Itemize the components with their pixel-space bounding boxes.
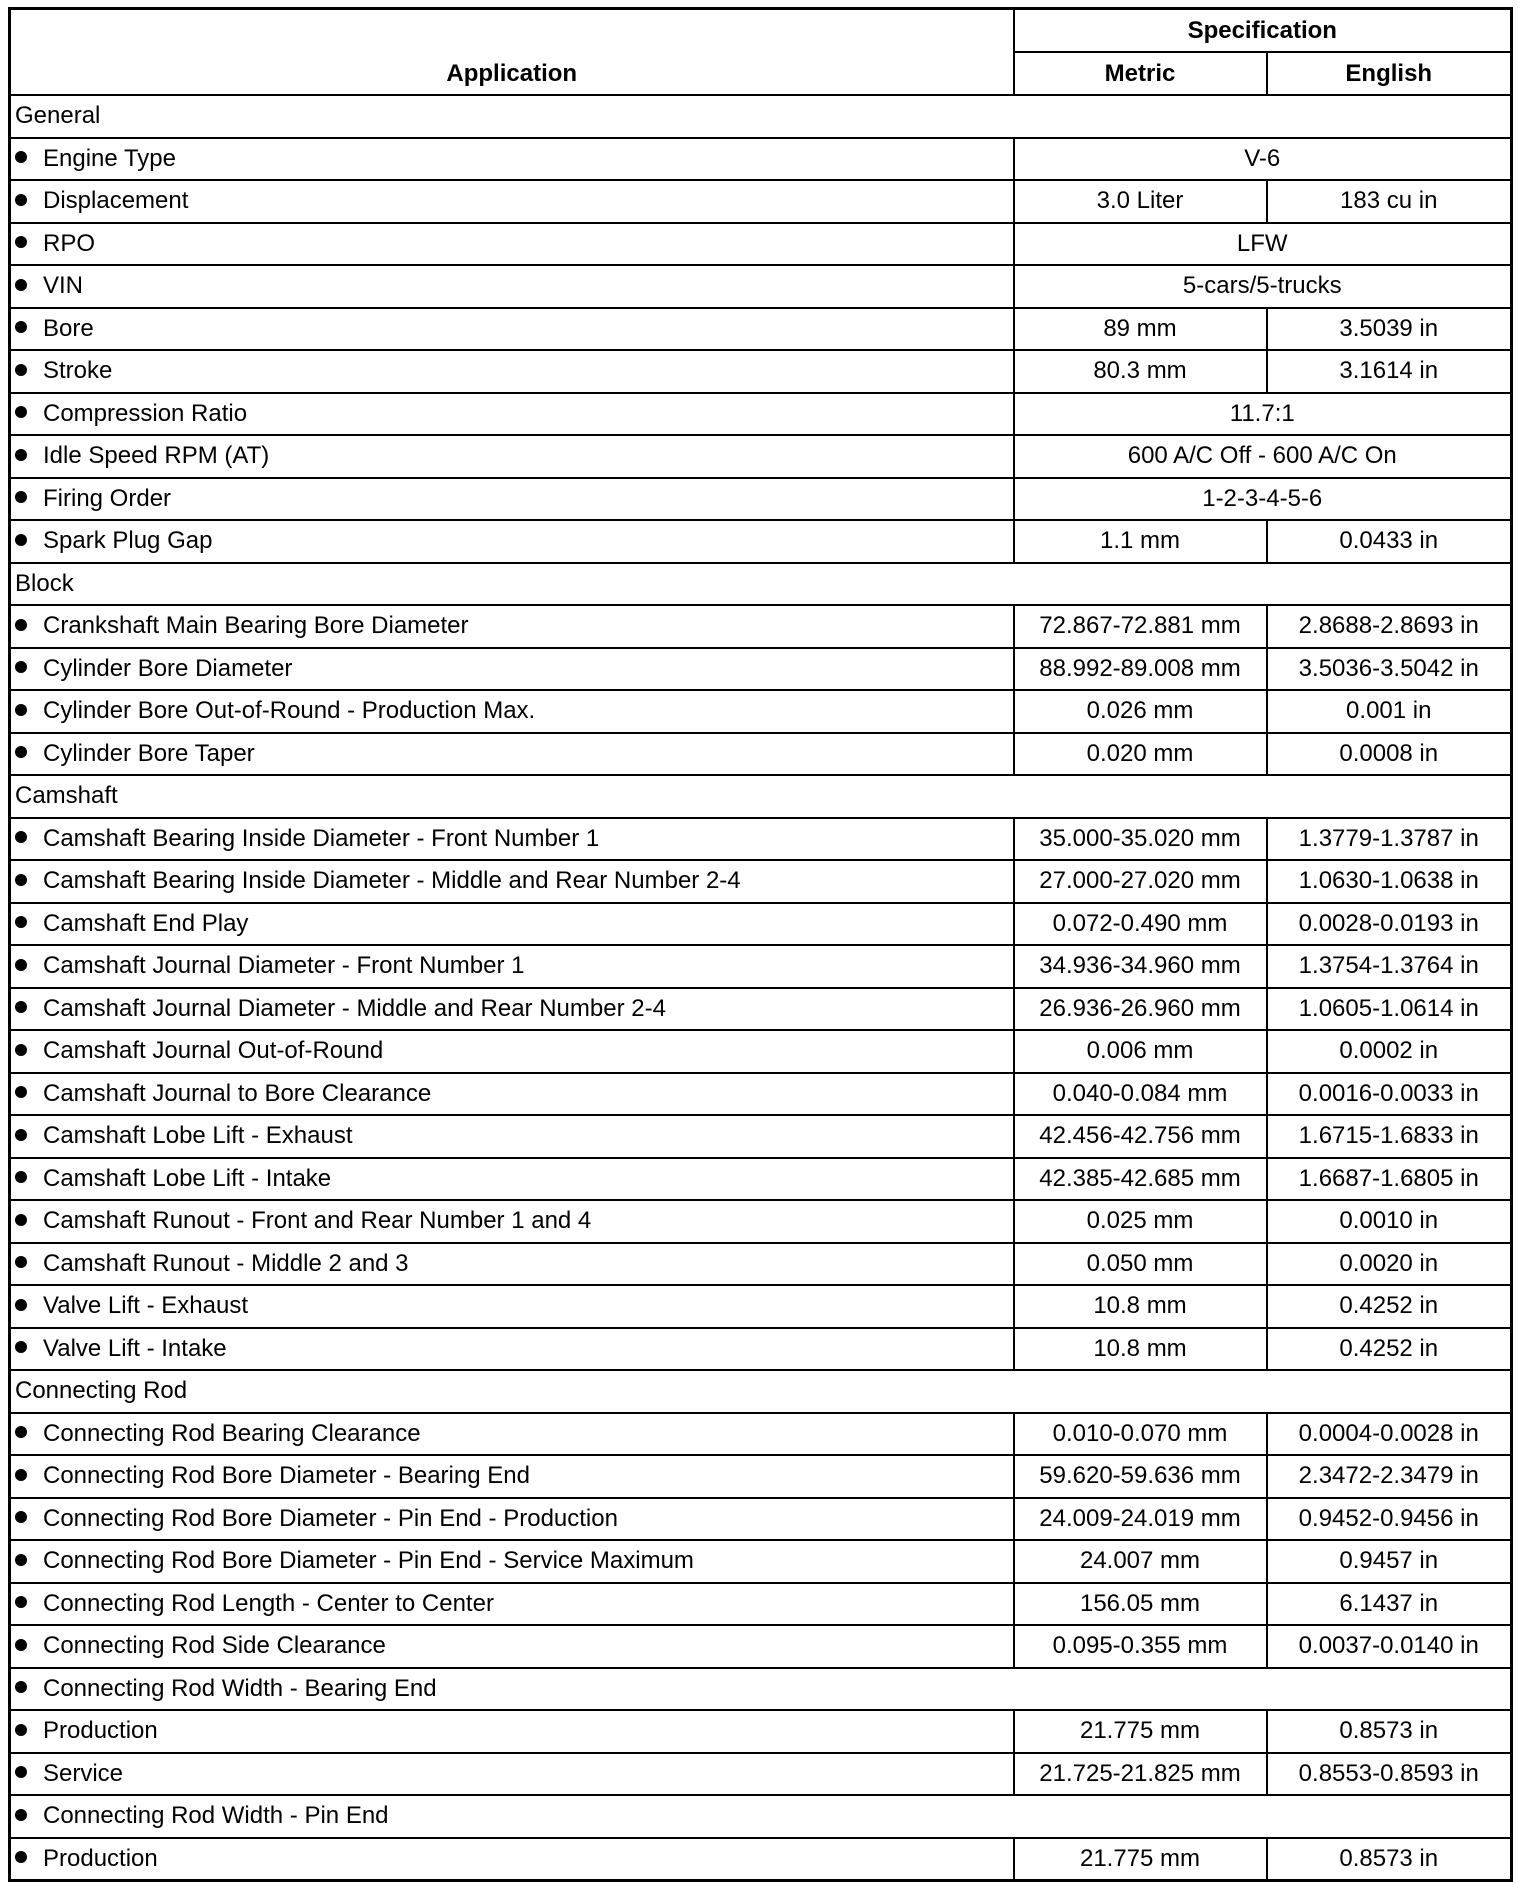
metric-value: 21.775 mm [1014, 1838, 1267, 1881]
application-label: Connecting Rod Length - Center to Center [43, 1589, 494, 1617]
application-cell [10, 520, 1014, 563]
bullet-icon [15, 1171, 27, 1183]
application-cell [10, 180, 1014, 223]
application-label: Camshaft Bearing Inside Diameter - Front Number 1 [43, 824, 600, 852]
application-label: Valve Lift - Intake [43, 1334, 227, 1362]
english-value: 0.9457 in [1267, 1540, 1512, 1583]
application-cell [10, 138, 1014, 181]
application-label: Camshaft Bearing Inside Diameter - Middle and Rear Number 2-4 [43, 867, 741, 895]
table-row [10, 818, 1512, 861]
bullet-icon [15, 1724, 27, 1736]
application-label: Camshaft Journal Out-of-Round [43, 1037, 384, 1065]
english-value: 0.8573 in [1267, 1838, 1512, 1881]
bullet-icon [15, 1766, 27, 1778]
metric-value: 10.8 mm [1014, 1285, 1267, 1328]
section-title: General [10, 95, 1512, 138]
application-label: VIN [43, 272, 84, 300]
bullet-icon [15, 1469, 27, 1481]
metric-value: 156.05 mm [1014, 1583, 1267, 1626]
application-cell [10, 1838, 1014, 1881]
application-label: Valve Lift - Exhaust [43, 1292, 248, 1320]
application-cell [10, 1073, 1014, 1116]
engine-spec-table [8, 7, 1513, 1882]
metric-value: 72.867-72.881 mm [1014, 605, 1267, 648]
table-row [10, 1285, 1512, 1328]
application-cell [10, 1583, 1014, 1626]
english-value: 0.4252 in [1267, 1285, 1512, 1328]
metric-value: 80.3 mm [1014, 350, 1267, 393]
english-value: 0.9452-0.9456 in [1267, 1498, 1512, 1541]
bullet-icon [15, 534, 27, 546]
metric-value: 1.1 mm [1014, 520, 1267, 563]
header-english: English [1267, 52, 1512, 95]
table-row [10, 478, 1512, 521]
application-label: Camshaft Runout - Middle 2 and 3 [43, 1249, 409, 1277]
english-value: 3.5039 in [1267, 308, 1512, 351]
metric-value: 89 mm [1014, 308, 1267, 351]
application-cell [10, 1795, 1512, 1838]
table-row [10, 988, 1512, 1031]
application-label: Connecting Rod Side Clearance [43, 1632, 386, 1660]
application-label: Cylinder Bore Taper [43, 739, 255, 767]
application-label: Connecting Rod Width - Bearing End [43, 1674, 437, 1702]
metric-value: 0.040-0.084 mm [1014, 1073, 1267, 1116]
bullet-icon [15, 704, 27, 716]
table-row [10, 1625, 1512, 1668]
table-row [10, 945, 1512, 988]
application-cell [10, 605, 1014, 648]
table-row [10, 1540, 1512, 1583]
section-title: Camshaft [10, 775, 1512, 818]
table-row [10, 860, 1512, 903]
english-value: 1.0630-1.0638 in [1267, 860, 1512, 903]
section-row [10, 775, 1512, 818]
bullet-icon [15, 1129, 27, 1141]
application-label: Camshaft Lobe Lift - Intake [43, 1164, 332, 1192]
application-label: RPO [43, 229, 96, 257]
table-row [10, 1583, 1512, 1626]
application-label: Connecting Rod Bore Diameter - Pin End - Service Maximum [43, 1547, 694, 1575]
application-cell [10, 1328, 1014, 1371]
bullet-icon [15, 194, 27, 206]
header-metric: Metric [1014, 52, 1267, 95]
header-application: Application [10, 9, 1014, 96]
table-row [10, 435, 1512, 478]
english-value: 3.5036-3.5042 in [1267, 648, 1512, 691]
application-cell [10, 1115, 1014, 1158]
bullet-icon [15, 406, 27, 418]
application-label: Connecting Rod Bearing Clearance [43, 1419, 421, 1447]
english-value: 3.1614 in [1267, 350, 1512, 393]
bullet-icon [15, 1299, 27, 1311]
spec-value-merged: 5-cars/5-trucks [1014, 265, 1512, 308]
metric-value: 26.936-26.960 mm [1014, 988, 1267, 1031]
english-value: 0.001 in [1267, 690, 1512, 733]
english-value: 0.8573 in [1267, 1710, 1512, 1753]
application-cell [10, 435, 1014, 478]
spec-table-wrapper [8, 7, 1513, 1882]
bullet-icon [15, 619, 27, 631]
english-value: 1.6715-1.6833 in [1267, 1115, 1512, 1158]
bullet-icon [15, 1086, 27, 1098]
application-cell [10, 393, 1014, 436]
application-cell [10, 903, 1014, 946]
application-cell [10, 1455, 1014, 1498]
application-cell [10, 308, 1014, 351]
metric-value: 42.385-42.685 mm [1014, 1158, 1267, 1201]
table-row [10, 733, 1512, 776]
bullet-icon [15, 491, 27, 503]
application-label: Spark Plug Gap [43, 527, 213, 555]
english-value: 2.3472-2.3479 in [1267, 1455, 1512, 1498]
application-label: Camshaft Journal to Bore Clearance [43, 1079, 432, 1107]
section-title: Connecting Rod [10, 1370, 1512, 1413]
application-cell [10, 1158, 1014, 1201]
bullet-icon [15, 1426, 27, 1438]
application-label: Engine Type [43, 144, 176, 172]
metric-value: 27.000-27.020 mm [1014, 860, 1267, 903]
spec-value-merged: 1-2-3-4-5-6 [1014, 478, 1512, 521]
table-row [10, 1030, 1512, 1073]
application-cell [10, 1285, 1014, 1328]
english-value: 0.8553-0.8593 in [1267, 1753, 1512, 1796]
bullet-icon [15, 746, 27, 758]
table-row [10, 1710, 1512, 1753]
bullet-icon [15, 959, 27, 971]
application-label: Camshaft Runout - Front and Rear Number 1 and 4 [43, 1207, 592, 1235]
application-cell [10, 860, 1014, 903]
table-row [10, 1795, 1512, 1838]
bullet-icon [15, 661, 27, 673]
application-cell [10, 1413, 1014, 1456]
application-label: Compression Ratio [43, 399, 248, 427]
table-row [10, 690, 1512, 733]
application-label: Idle Speed RPM (AT) [43, 442, 270, 470]
application-cell [10, 690, 1014, 733]
metric-value: 10.8 mm [1014, 1328, 1267, 1371]
application-label: Camshaft Lobe Lift - Exhaust [43, 1122, 353, 1150]
table-row [10, 223, 1512, 266]
table-row [10, 1073, 1512, 1116]
english-value: 6.1437 in [1267, 1583, 1512, 1626]
bullet-icon [15, 916, 27, 928]
application-label: Cylinder Bore Out-of-Round - Production Max. [43, 697, 536, 725]
bullet-icon [15, 236, 27, 248]
header-specification: Specification [1014, 9, 1512, 53]
bullet-icon [15, 1809, 27, 1821]
application-cell [10, 1625, 1014, 1668]
application-cell [10, 988, 1014, 1031]
application-label: Camshaft Journal Diameter - Front Number 1 [43, 952, 525, 980]
application-label: Camshaft End Play [43, 909, 249, 937]
metric-value: 24.007 mm [1014, 1540, 1267, 1583]
table-row [10, 393, 1512, 436]
application-cell [10, 1498, 1014, 1541]
table-row [10, 1328, 1512, 1371]
metric-value: 24.009-24.019 mm [1014, 1498, 1267, 1541]
bullet-icon [15, 321, 27, 333]
application-cell [10, 265, 1014, 308]
bullet-icon [15, 151, 27, 163]
metric-value: 0.006 mm [1014, 1030, 1267, 1073]
application-cell [10, 1200, 1014, 1243]
bullet-icon [15, 1681, 27, 1693]
english-value: 0.0037-0.0140 in [1267, 1625, 1512, 1668]
application-label: Production [43, 1844, 158, 1872]
table-row [10, 1668, 1512, 1711]
table-row [10, 1753, 1512, 1796]
application-cell [10, 1753, 1014, 1796]
english-value: 183 cu in [1267, 180, 1512, 223]
application-label: Connecting Rod Bore Diameter - Bearing End [43, 1462, 530, 1490]
english-value: 0.0002 in [1267, 1030, 1512, 1073]
application-cell [10, 818, 1014, 861]
spec-value-merged: 11.7:1 [1014, 393, 1512, 436]
bullet-icon [15, 449, 27, 461]
table-row [10, 605, 1512, 648]
bullet-icon [15, 279, 27, 291]
english-value: 1.6687-1.6805 in [1267, 1158, 1512, 1201]
english-value: 2.8688-2.8693 in [1267, 605, 1512, 648]
metric-value: 88.992-89.008 mm [1014, 648, 1267, 691]
metric-value: 21.725-21.825 mm [1014, 1753, 1267, 1796]
metric-value: 42.456-42.756 mm [1014, 1115, 1267, 1158]
bullet-icon [15, 874, 27, 886]
bullet-icon [15, 1044, 27, 1056]
section-row [10, 563, 1512, 606]
table-row [10, 350, 1512, 393]
english-value: 0.0028-0.0193 in [1267, 903, 1512, 946]
bullet-icon [15, 1639, 27, 1651]
table-row [10, 1200, 1512, 1243]
spec-value-merged: 600 A/C Off - 600 A/C On [1014, 435, 1512, 478]
metric-value: 3.0 Liter [1014, 180, 1267, 223]
english-value: 1.3754-1.3764 in [1267, 945, 1512, 988]
metric-value: 35.000-35.020 mm [1014, 818, 1267, 861]
application-cell [10, 1668, 1512, 1711]
metric-value: 0.095-0.355 mm [1014, 1625, 1267, 1668]
bullet-icon [15, 1554, 27, 1566]
bullet-icon [15, 1341, 27, 1353]
table-row [10, 1115, 1512, 1158]
application-cell [10, 223, 1014, 266]
table-row [10, 1838, 1512, 1881]
application-cell [10, 350, 1014, 393]
table-row [10, 903, 1512, 946]
application-cell [10, 945, 1014, 988]
table-row [10, 180, 1512, 223]
bullet-icon [15, 1511, 27, 1523]
bullet-icon [15, 1001, 27, 1013]
application-cell [10, 478, 1014, 521]
section-row [10, 1370, 1512, 1413]
application-label: Stroke [43, 357, 113, 385]
english-value: 0.4252 in [1267, 1328, 1512, 1371]
bullet-icon [15, 831, 27, 843]
application-label: Production [43, 1717, 158, 1745]
application-label: Crankshaft Main Bearing Bore Diameter [43, 612, 469, 640]
application-label: Service [43, 1759, 124, 1787]
metric-value: 0.050 mm [1014, 1243, 1267, 1286]
application-label: Cylinder Bore Diameter [43, 654, 293, 682]
bullet-icon [15, 1214, 27, 1226]
application-label: Bore [43, 314, 94, 342]
english-value: 0.0433 in [1267, 520, 1512, 563]
application-cell [10, 1243, 1014, 1286]
bullet-icon [15, 364, 27, 376]
spec-value-merged: V-6 [1014, 138, 1512, 181]
section-title: Block [10, 563, 1512, 606]
english-value: 0.0010 in [1267, 1200, 1512, 1243]
english-value: 0.0008 in [1267, 733, 1512, 776]
metric-value: 0.026 mm [1014, 690, 1267, 733]
table-row [10, 648, 1512, 691]
english-value: 0.0020 in [1267, 1243, 1512, 1286]
bullet-icon [15, 1256, 27, 1268]
metric-value: 59.620-59.636 mm [1014, 1455, 1267, 1498]
application-cell [10, 733, 1014, 776]
bullet-icon [15, 1851, 27, 1863]
application-label: Camshaft Journal Diameter - Middle and Rear Number 2-4 [43, 994, 666, 1022]
table-row [10, 1413, 1512, 1456]
table-row [10, 1243, 1512, 1286]
table-row [10, 520, 1512, 563]
application-cell [10, 1710, 1014, 1753]
metric-value: 0.072-0.490 mm [1014, 903, 1267, 946]
application-cell [10, 1030, 1014, 1073]
table-header [10, 9, 1512, 96]
table-row [10, 1455, 1512, 1498]
english-value: 0.0016-0.0033 in [1267, 1073, 1512, 1116]
table-row [10, 265, 1512, 308]
metric-value: 0.025 mm [1014, 1200, 1267, 1243]
application-cell [10, 648, 1014, 691]
bullet-icon [15, 1596, 27, 1608]
application-label: Connecting Rod Width - Pin End [43, 1802, 389, 1830]
table-row [10, 308, 1512, 351]
spec-value-merged: LFW [1014, 223, 1512, 266]
metric-value: 21.775 mm [1014, 1710, 1267, 1753]
application-label: Displacement [43, 187, 189, 215]
english-value: 1.3779-1.3787 in [1267, 818, 1512, 861]
table-row [10, 1158, 1512, 1201]
table-row [10, 1498, 1512, 1541]
metric-value: 34.936-34.960 mm [1014, 945, 1267, 988]
english-value: 1.0605-1.0614 in [1267, 988, 1512, 1031]
section-row [10, 95, 1512, 138]
table-body [10, 95, 1512, 1881]
metric-value: 0.010-0.070 mm [1014, 1413, 1267, 1456]
table-row [10, 138, 1512, 181]
metric-value: 0.020 mm [1014, 733, 1267, 776]
english-value: 0.0004-0.0028 in [1267, 1413, 1512, 1456]
application-label: Firing Order [43, 484, 172, 512]
application-cell [10, 1540, 1014, 1583]
application-label: Connecting Rod Bore Diameter - Pin End - Production [43, 1504, 618, 1532]
